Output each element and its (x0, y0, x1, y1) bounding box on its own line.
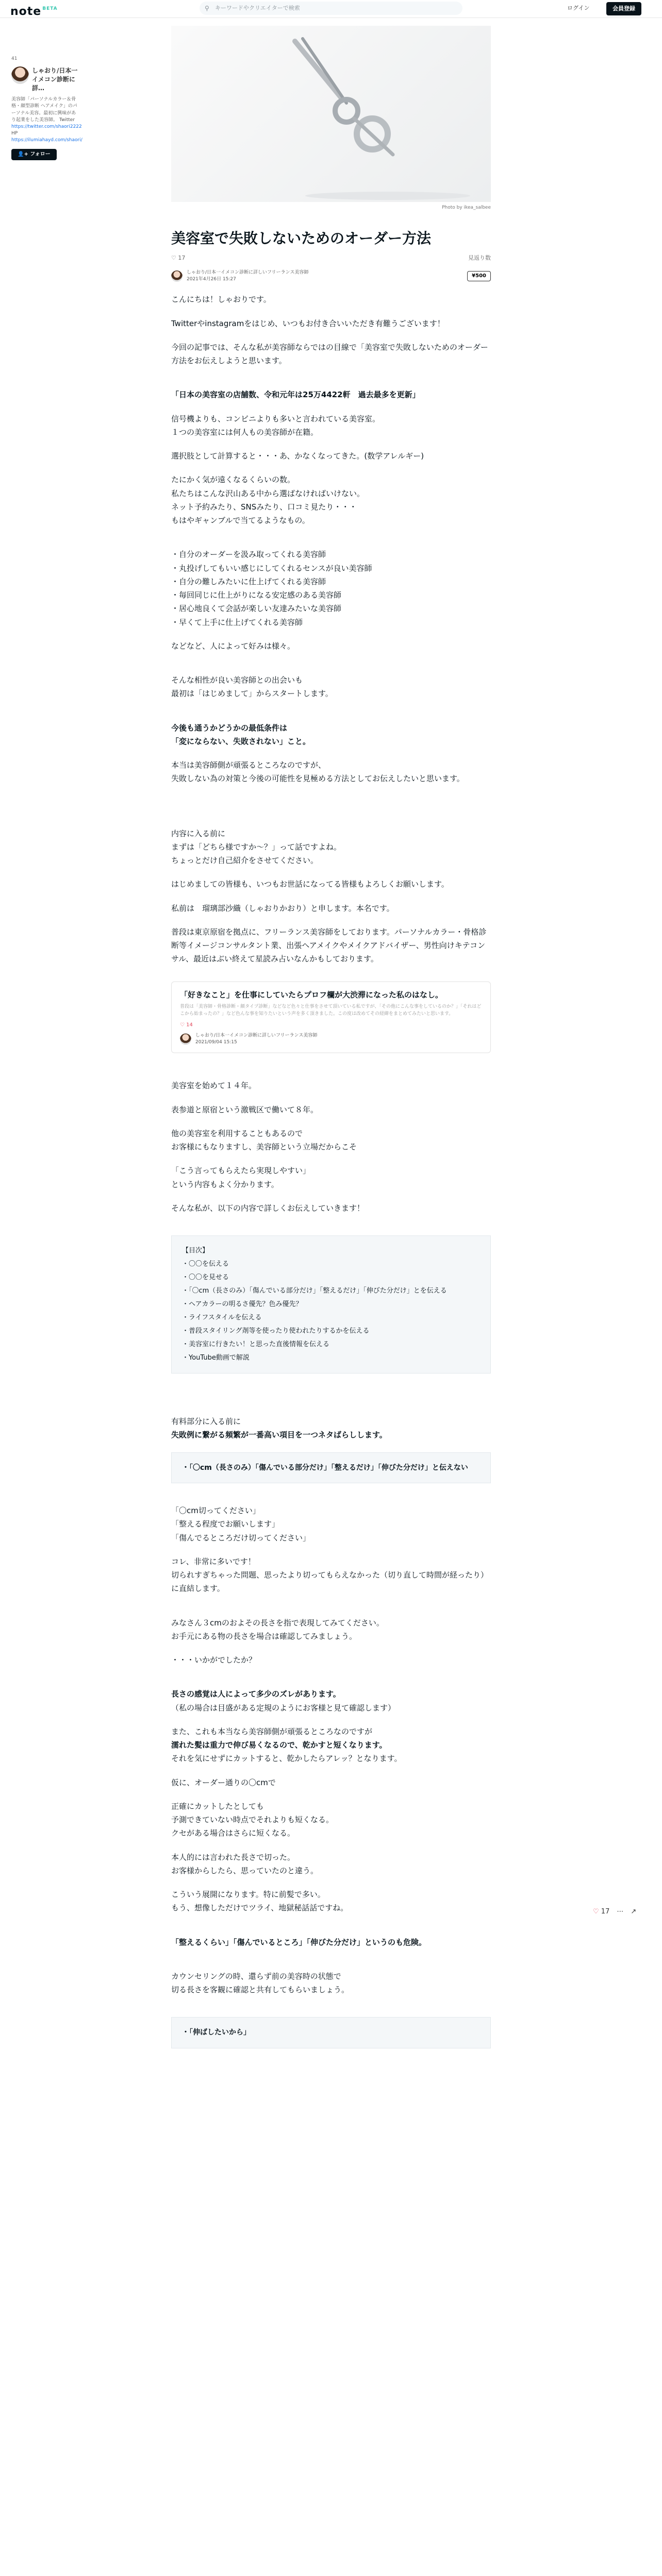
like-count[interactable] (171, 253, 185, 263)
publish-date: 2021年4月26日 15:27 (187, 276, 236, 282)
para25-line1: こういう展開になります。特に前髪で多い。 (171, 1890, 325, 1900)
para11-line2: お客様にもなりますし、美容師という立場だからこそ (171, 1142, 357, 1152)
para7-line3: ちょっとだけ自己紹介をさせてください。 (171, 856, 319, 866)
search-placeholder: キーワードやクリエイターで検索 (215, 5, 300, 11)
views-label: 見返り数 (468, 255, 491, 262)
follow-label: フォロー (30, 151, 51, 157)
search-input[interactable] (200, 2, 462, 15)
author-sidebar (11, 56, 82, 160)
embed-likes: ♡ 14 (180, 1022, 193, 1028)
list-item: ・居心地良くて会話が楽しい友達みたいな美容師 (171, 604, 342, 614)
bold1-line1: 今後も通うかどうかの最低条件は (171, 723, 288, 733)
embed-description: 普段は「美容師・骨格診断・顔タイプ診断」などなど色々と仕事をさせて頂いている私ですが、「その他にこんな事をしているのか？」「それはどこから始まったの？」など色んな事を知りたいという声を多く頂きました。この度は改めてその経緯をまとめてみたいと思います。 (180, 1004, 482, 1016)
toc-item[interactable]: ・「〇cm（長さのみ）「傷んでいる部分だけ」「整えるだけ」「伸びた分だけ」とを伝える (182, 1287, 447, 1295)
heart-icon: ♡ (171, 255, 176, 262)
para15-line2: 「整える程度でお願いします」 (171, 1519, 280, 1529)
para15-line1: 「〇cm切ってください」 (171, 1506, 260, 1516)
author-avatar[interactable] (171, 270, 183, 282)
para6-line1: 本当は美容師側が頑張るところなのですが、 (171, 760, 326, 770)
sidebar-bio (11, 96, 82, 143)
table-of-contents (171, 1235, 491, 1374)
list-item: ・毎回同じに仕上がりになる安定感のある美容師 (171, 590, 342, 600)
para23-line3: クセがある場合はさらに短くなる。 (171, 1828, 295, 1838)
para21-line2: 濡れた髪は重力で伸び易くなるので、乾かすと短くなります。 (171, 1740, 387, 1750)
more-icon[interactable]: ⋯ (617, 1908, 624, 1916)
list-item: ・早くて上手に仕上げてくれる美容師 (171, 617, 303, 627)
author-row (171, 269, 491, 282)
like-button[interactable] (593, 1906, 609, 1918)
para7-line1: 内容に入る前に (171, 828, 226, 838)
login-link[interactable]: ログイン (567, 5, 590, 11)
embed-avatar (180, 1033, 191, 1045)
site-header (0, 0, 662, 18)
para22: 仮に、オーダー通りの〇cmで (171, 1777, 276, 1787)
article-main (171, 26, 491, 2048)
stat-heading: 「日本の美容室の店舗数、令和元年は25万4422軒 過去最多を更新」 (171, 390, 420, 400)
likes-value: 17 (178, 255, 186, 262)
para23-line2: 予測できていない時点でそれよりも短くなる。 (171, 1815, 334, 1825)
twitter-link[interactable]: https://twitter.com/shaori2222 (11, 124, 82, 129)
para19: ・・・いかがでしたか？ (171, 1655, 257, 1665)
para5-line2: 最初は「はじめまして」からスタートします。 (171, 689, 333, 699)
note-logo[interactable] (10, 2, 58, 21)
para3-line4: もはやギャンブルで当てるようなもの。 (171, 516, 310, 526)
para24-line1: 本人的には言われた長さで切った。 (171, 1852, 295, 1862)
toc-item[interactable]: ・美容室に行きたい！と思った直後情報を伝える (182, 1341, 330, 1349)
homepage-link[interactable]: https://ilumiahayd.com/shaori/ (11, 137, 82, 143)
para1-line1: 信号機よりも、コンビニよりも多いと言われている美容室。 (171, 414, 380, 423)
sidebar-bio-text: 美容師「パーソナルカラー＆骨格・顔型診断 ヘアメイク」のパーソナル美容。最初に興味があり起業をした美容師。 Twitter (11, 97, 77, 123)
hp-label: HP (11, 130, 18, 136)
para3-line2: 私たちはこんな沢山ある中から選ばなければいけない。 (171, 488, 365, 498)
toc-item[interactable]: ・ライフスタイルを伝える (182, 1314, 262, 1322)
toc-item[interactable]: ・〇〇を伝える (182, 1260, 229, 1268)
quote-box-2: ・「伸ばしたいから」 (171, 2017, 491, 2048)
para12-line1: 「こう言ってもらえたら実現しやすい」 (171, 1166, 311, 1176)
para4: などなど、人によって好みは様々。 (171, 641, 295, 651)
career-paragraph: 普段は東京原宿を拠点に、フリーランス美容師をしております。パーソナルカラー・骨格診断等イメージコンサルタント業、出張ヘアメイクやメイクアドバイザー、男性向けキテコンサル、最近はぶい終えて星読み占いなんかもしております。 (171, 927, 487, 964)
list-item: ・自分の難しみたいに仕上げてくれる美容師 (171, 577, 326, 586)
beta-badge: BETA (42, 6, 58, 11)
logo-text: note (10, 5, 42, 18)
para12-line2: という内容もよく分かります。 (171, 1179, 279, 1189)
embed-author: しゃおり/日本一イメコン診断に詳しいフリーランス美容師 (195, 1033, 318, 1039)
list-item: ・丸投げしてもいい感じにしてくれるセンスが良い美容師 (171, 563, 372, 573)
side-like-count: 17 (601, 1908, 610, 1916)
intro-1: こんにちは！しゃおりです。 (171, 295, 271, 304)
sidebar-author-name[interactable]: しゃおり/日本一イメコン診断に詳… (32, 67, 78, 92)
hero-image (171, 26, 491, 202)
para3-line3: ネット予約みたり、SNSみたり、口コミ見たり・・・ (171, 502, 357, 512)
embed-author-row (180, 1032, 482, 1045)
para24-line2: お客様からしたら、思っていたのと違う。 (171, 1866, 319, 1875)
intro-3: 今回の記事では、そんな私が美容師ならではの目線で「美容室で失敗しないためのオーダー方法をお伝えしようと思います。 (171, 342, 488, 366)
para7-line2: まずは「どちら様ですか〜？」って話ですよね。 (171, 842, 342, 852)
para26-line2: 切る長さを客観に確認と共有してもらいましょう。 (171, 1985, 350, 1995)
para23-line1: 正確にカットしたとしても (171, 1801, 264, 1811)
para26-line1: カウンセリングの時、還らず前の美容時の状態で (171, 1971, 341, 1981)
quote-box: ・「〇cm（長さのみ）「傷んでいる部分だけ」「整えるだけ」「伸びた分だけ」と伝えない (171, 1452, 491, 1484)
embed-title[interactable]: 「好きなこと」を仕事にしていたらプロフ欄が大渋滞になった私のはなし。 (180, 990, 443, 999)
price-badge: ¥500 (467, 271, 491, 281)
name-line: 私前は 瑠璃部沙織（しゃおりかおり）と申します。本名です。 (171, 903, 394, 913)
toc-item[interactable]: ・ヘアカラーの明るさ優先？色み優先？ (182, 1300, 303, 1309)
list-item: ・自分のオーダーを汲み取ってくれる美容師 (171, 550, 326, 560)
follow-button[interactable]: 👤+ フォロー (11, 149, 57, 161)
para6-line2: 失敗しない為の対策と今後の可能性を見極める方法としてお伝えしたいと思います。 (171, 774, 465, 784)
para15-line3: 「傷んでるところだけ切ってください」 (171, 1533, 311, 1543)
para16: コレ、非常に多いです！ (171, 1556, 256, 1566)
floating-actions (593, 1906, 636, 1918)
heart-icon: ♡ (593, 1908, 599, 1916)
share-icon[interactable]: ↗ (631, 1908, 637, 1916)
para9: 美容室を始めて１４年。 (171, 1081, 257, 1091)
sidebar-count: 41 (11, 56, 18, 61)
para21-line3: それを気にせずにカットすると、乾かしたらアレッ？となります。 (171, 1754, 402, 1764)
intro-2: Twitterやinstagramをはじめ、いつもお付き合いいただき有難うございます！ (171, 318, 445, 328)
toc-item[interactable]: ・普段スタイリング剤等を使ったり使われたりするかを伝える (182, 1327, 370, 1335)
scissors-illustration (171, 26, 491, 202)
bold3: 「整えるくらい」「傷んでいるところ」「伸びた分だけ」というのも危険。 (171, 1937, 427, 1947)
para21-line1: また、これも本当なら美容師側が頑張るところなのですが (171, 1726, 373, 1736)
para1-line2: １つの美容室には何人もの美容師が在籍。 (171, 427, 319, 437)
signup-button[interactable]: 会員登録 (606, 2, 641, 15)
embedded-article-card[interactable] (171, 981, 491, 1054)
article-title: 美容室で失敗しないためのオーダー方法 (171, 230, 432, 247)
avatar[interactable] (11, 66, 29, 84)
para17: 切られすぎちゃった問題、思ったより切ってもらえなかった（切り直して時間が経ったり）に直結します。 (171, 1570, 489, 1594)
para5-line1: そんな相性が良い美容師との出会いも (171, 675, 303, 685)
para18-line2: お手元にある物の長さを場合は確認してみましょう。 (171, 1631, 357, 1641)
para14-line2: 失敗例に繋がる頻繁が一番高い項目を一つネタばらしします。 (171, 1430, 387, 1440)
para3-line1: たにかく気が遠くなるくらいの数。 (171, 475, 295, 485)
para2: 選択肢として計算すると・・・あ、かなくなってきた。(数学アレルギー) (171, 451, 424, 461)
bold1-line2: 「変にならない、失敗されない」こと。 (171, 736, 311, 746)
para20: （私の場合は目盛がある定規のようにお客様と見て確認します） (171, 1703, 396, 1713)
para25-line2: もう、想像しただけでツライ、地獄秘話話ですね。 (171, 1903, 349, 1913)
toc-title: 【目次】 (182, 1247, 209, 1255)
para14-line1: 有料部分に入る前に (171, 1417, 241, 1427)
para13: そんな私が、以下の内容で詳しくお伝えしていきます！ (171, 1203, 365, 1213)
toc-item[interactable]: ・YouTube動画で解説 (182, 1354, 250, 1362)
bold2: 長さの感覚は人によって多少のズレがあります。 (171, 1689, 341, 1699)
para11-line1: 他の美容室を利用することもあるので (171, 1128, 303, 1138)
search-icon: ⚲ (205, 5, 209, 12)
photo-credit: Photo by ikea_salbee (442, 205, 491, 210)
sidebar-author[interactable] (11, 66, 78, 92)
para18-line1: みなさん３cmのおよその長さを指で表現してみてください。 (171, 1618, 384, 1628)
toc-item[interactable]: ・〇〇を見せる (182, 1274, 229, 1282)
para10: 表参道と原宿という激戦区で働いて８年。 (171, 1105, 319, 1114)
para8: はじめましての皆様も、いつもお世話になってる皆様もよろしくお願いします。 (171, 879, 449, 889)
meta-row (171, 253, 491, 263)
author-name[interactable]: しゃおり/日本一イメコン診断に詳しいフリーランス美容師 (187, 270, 309, 276)
embed-date: 2021/09/04 15:15 (195, 1039, 237, 1045)
